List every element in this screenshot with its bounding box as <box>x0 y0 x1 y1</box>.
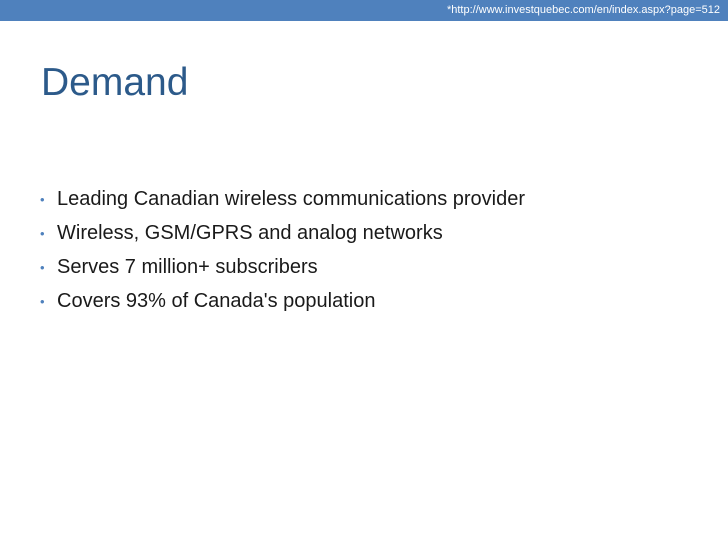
bullet-dot-icon: • <box>40 226 45 241</box>
bullet-dot-icon: • <box>40 260 45 275</box>
source-url-text: *http://www.investquebec.com/en/index.aspx?page=512 <box>446 4 720 16</box>
bullet-text: Serves 7 million+ subscribers <box>57 256 318 278</box>
bullet-text: Leading Canadian wireless communications provider <box>57 188 526 210</box>
bullet-item <box>40 216 525 250</box>
bullet-item <box>40 182 525 216</box>
bullet-dot-icon: • <box>40 192 45 207</box>
slide-title: Demand <box>41 61 189 104</box>
bullet-dot-icon: • <box>40 294 45 309</box>
bullet-item <box>40 250 525 284</box>
bullet-text: Covers 93% of Canada's population <box>57 290 376 312</box>
bullet-text: Wireless, GSM/GPRS and analog networks <box>57 222 443 244</box>
bullet-list <box>40 182 525 318</box>
header-accent-bar <box>0 0 728 21</box>
bullet-item <box>40 284 525 318</box>
